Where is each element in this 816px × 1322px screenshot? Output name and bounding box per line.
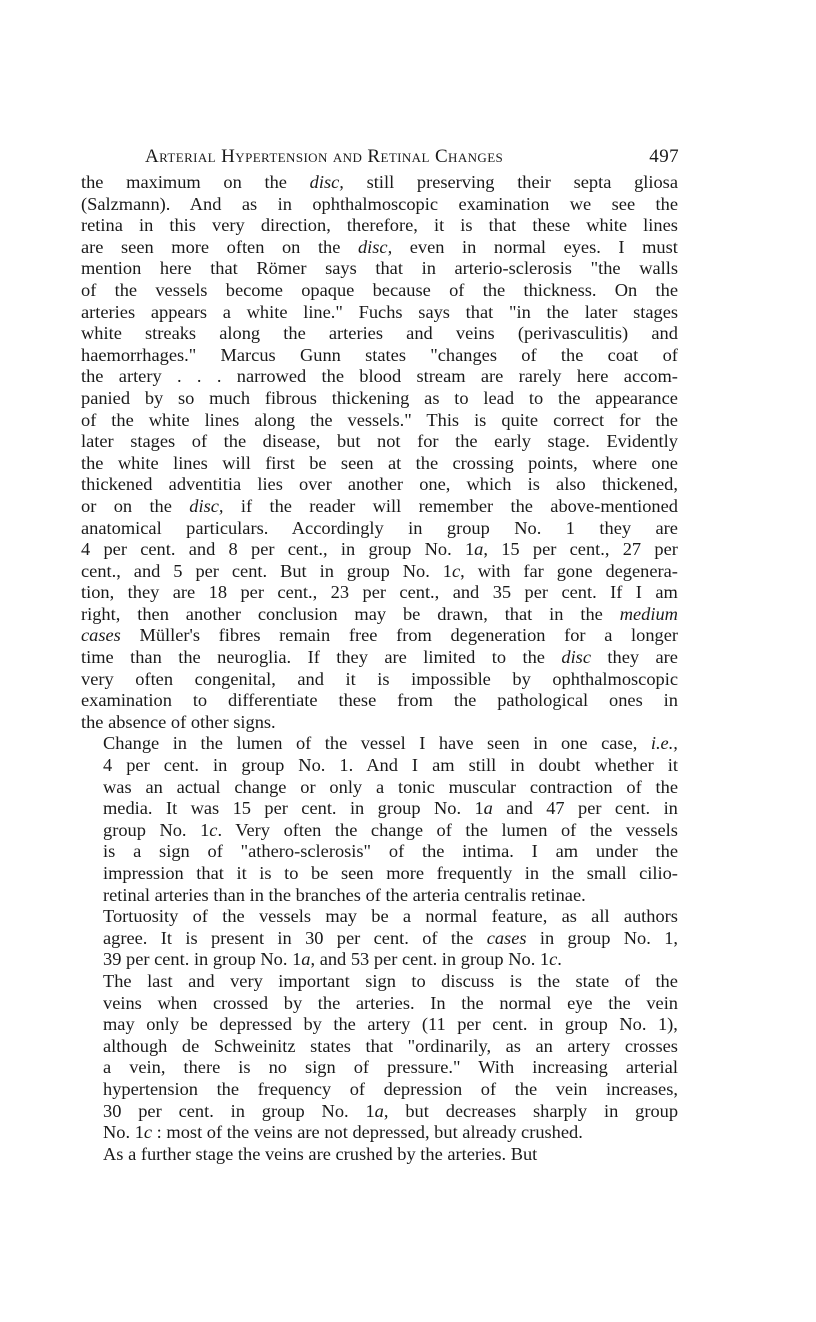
text-line: 39 per cent. in group No. 1a, and 53 per cent. in group No. 1c. [103, 949, 562, 970]
text-line: thickened adventitia lies over another one, which is also thickened, [81, 474, 678, 495]
text-line: Change in the lumen of the vessel I have seen in one case, i.e., [103, 733, 678, 754]
text-line: (Salzmann). And as in ophthalmoscopic examination we see the [81, 193, 679, 214]
text-line: although de Schweinitz states that "ordinarily, as an artery crosses [103, 1035, 678, 1056]
document-page [81, 140, 678, 1165]
text-line: of the white lines along the vessels." This is quite correct for the [81, 409, 678, 430]
text-line: As a further stage the veins are crushed by the arteries. But [103, 1143, 538, 1164]
text-line: impression that it is to be seen more frequently in the small cilio- [103, 863, 678, 883]
page-number: 497 [649, 146, 679, 167]
text-line: veins when crossed by the arteries. In the normal eye the vein [103, 992, 679, 1013]
text-line: media. It was 15 per cent. in group No. 1a and 47 per cent. in [103, 798, 678, 819]
running-title: Arterial Hypertension and Retinal Changes [145, 146, 504, 167]
paragraph [81, 971, 678, 1144]
body-text [81, 172, 678, 1165]
text-line: haemorrhages." Marcus Gunn states "changes of the coat of [81, 344, 678, 365]
text-line: 4 per cent. and 8 per cent., in group No. 1a, 15 per cent., 27 per [81, 539, 678, 560]
text-line: anatomical particulars. Accordingly in group No. 1 they are [81, 517, 678, 538]
text-line: panied by so much fibrous thickening as to lead to the appearance [81, 387, 678, 408]
text-line: No. 1c : most of the veins are not depressed, but already crushed. [103, 1122, 583, 1143]
text-line: 4 per cent. in group No. 1. And I am still in doubt whether it [103, 755, 678, 776]
text-line: the maximum on the disc, still preserving their septa gliosa [81, 172, 678, 192]
text-line: mention here that Römer says that in arterio-sclerosis "the walls [81, 258, 679, 279]
text-line: time than the neuroglia. If they are limited to the disc they are [81, 647, 678, 668]
text-line: Tortuosity of the vessels may be a normal feature, as all authors [103, 906, 678, 927]
paragraph [81, 906, 678, 971]
text-line: retinal arteries than in the branches of the arteria centralis retinae. [103, 884, 586, 905]
text-line: right, then another conclusion may be drawn, that in the medium [81, 603, 678, 624]
text-line: cent., and 5 per cent. But in group No. 1c, with far gone degenera- [81, 560, 678, 581]
text-line: 30 per cent. in group No. 1a, but decreases sharply in group [103, 1100, 679, 1121]
text-line: retina in this very direction, therefore, it is that these white lines [81, 215, 678, 236]
text-line: may only be depressed by the artery (11 per cent. in group No. 1), [103, 1014, 678, 1035]
text-line: or on the disc, if the reader will remember the above-mentioned [81, 495, 678, 516]
text-line: examination to differentiate these from the pathological ones in [81, 690, 678, 711]
text-line: the absence of other signs. [81, 711, 276, 732]
text-line: was an actual change or only a tonic muscular contraction of the [103, 776, 678, 797]
text-line: tion, they are 18 per cent., 23 per cent., and 35 per cent. If I am [81, 582, 678, 603]
text-line: cases Müller's fibres remain free from degeneration for a longer [81, 625, 678, 646]
text-line: hypertension the frequency of depression of the vein increases, [103, 1078, 678, 1099]
text-line: are seen more often on the disc, even in normal eyes. I must [81, 236, 678, 257]
text-line: later stages of the disease, but not for the early stage. Evidently [81, 431, 678, 452]
running-head [81, 140, 678, 172]
paragraph [81, 172, 678, 733]
text-line: the white lines will first be seen at the crossing points, where one [81, 452, 678, 473]
text-line: the artery . . . narrowed the blood stream are rarely here accom- [81, 366, 678, 387]
text-line: is a sign of "athero-sclerosis" of the intima. I am under the [103, 841, 678, 862]
text-line: a vein, there is no sign of pressure." With increasing arterial [103, 1057, 678, 1078]
text-line: group No. 1c. Very often the change of the lumen of the vessels [103, 819, 678, 840]
text-line: of the vessels become opaque because of the thickness. On the [81, 279, 679, 300]
text-line: white streaks along the arteries and veins (perivasculitis) and [81, 323, 678, 344]
text-line: arteries appears a white line." Fuchs says that "in the later stages [81, 301, 679, 322]
text-line: agree. It is present in 30 per cent. of the cases in group No. 1, [103, 927, 678, 948]
text-line: very often congenital, and it is impossible by ophthalmoscopic [81, 668, 679, 689]
text-line: The last and very important sign to discuss is the state of the [103, 970, 678, 991]
paragraph [81, 1144, 678, 1166]
paragraph [81, 733, 678, 906]
